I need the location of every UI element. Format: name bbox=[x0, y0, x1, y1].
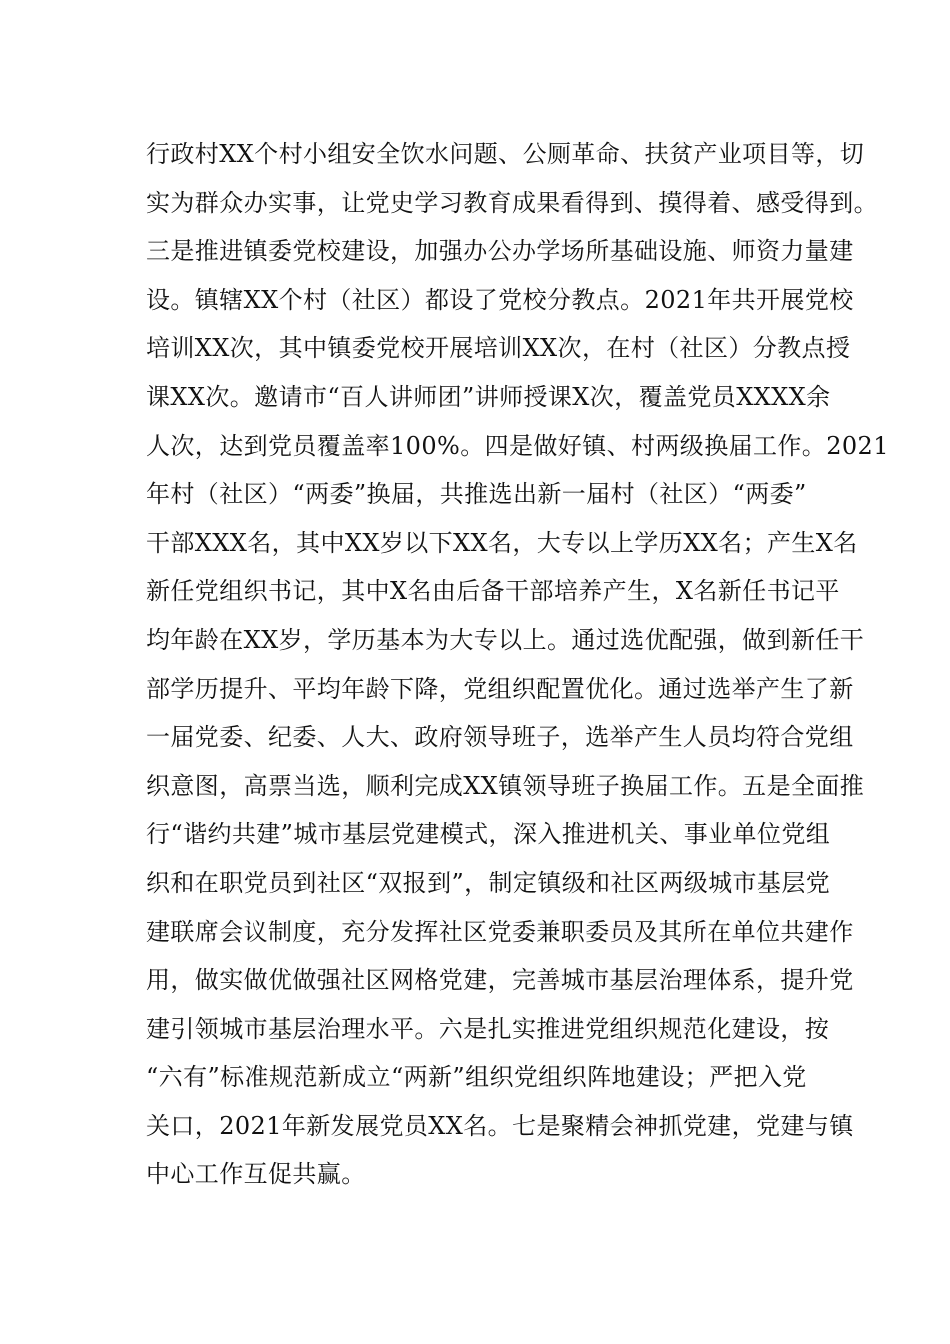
text-line: 培训XX次，其中镇委党校开展培训XX次，在村（社区）分教点授 bbox=[146, 334, 851, 363]
text-line: 均年龄在XX岁，学历基本为大专以上。通过选优配强，做到新任干 bbox=[146, 625, 865, 654]
body-paragraph bbox=[146, 130, 889, 1199]
text-line: 织意图，高票当选，顺利完成XX镇领导班子换届工作。五是全面推 bbox=[146, 771, 865, 800]
text-line: 新任党组织书记，其中X名由后备干部培养产生，X名新任书记平 bbox=[146, 577, 840, 606]
text-line: 关口，2021年新发展党员XX名。七是聚精会神抓党建，党建与镇 bbox=[146, 1111, 854, 1140]
text-line: 行“谐约共建”城市基层党建模式，深入推进机关、事业单位党组 bbox=[146, 820, 831, 849]
text-line: “六有”标准规范新成立“两新”组织党组织阵地建设；严把入党 bbox=[146, 1063, 807, 1092]
text-line: 织和在职党员到社区“双报到”，制定镇级和社区两级城市基层党 bbox=[146, 868, 831, 897]
text-line: 建引领城市基层治理水平。六是扎实推进党组织规范化建设，按 bbox=[146, 1014, 830, 1043]
text-line: 用，做实做优做强社区网格党建，完善城市基层治理体系，提升党 bbox=[146, 966, 854, 995]
text-line: 三是推进镇委党校建设，加强办公办学场所基础设施、师资力量建 bbox=[146, 237, 854, 266]
text-line: 行政村XX个村小组安全饮水问题、公厕革命、扶贫产业项目等，切 bbox=[146, 140, 865, 168]
text-line: 建联席会议制度，充分发挥社区党委兼职委员及其所在单位共建作 bbox=[146, 917, 854, 946]
text-line: 中心工作互促共赢。 bbox=[146, 1160, 366, 1189]
text-line: 年村（社区）“两委”换届，共推选出新一届村（社区）“两委” bbox=[146, 480, 807, 509]
text-line: 课XX次。邀请市“百人讲师团”讲师授课X次，覆盖党员XXXX余 bbox=[146, 382, 831, 411]
text-line: 部学历提升、平均年龄下降，党组织配置优化。通过选举产生了新 bbox=[146, 674, 854, 703]
text-line: 人次，达到党员覆盖率100%。四是做好镇、村两级换届工作。2021 bbox=[146, 431, 889, 460]
text-line: 实为群众办实事，让党史学习教育成果看得到、摸得着、感受得到。 bbox=[146, 188, 878, 217]
text-line: 一届党委、纪委、人大、政府领导班子，选举产生人员均符合党组 bbox=[146, 723, 854, 752]
text-line: 设。镇辖XX个村（社区）都设了党校分教点。2021年共开展党校 bbox=[146, 285, 854, 314]
text-line: 干部XXX名，其中XX岁以下XX名，大专以上学历XX名；产生X名 bbox=[146, 528, 858, 557]
